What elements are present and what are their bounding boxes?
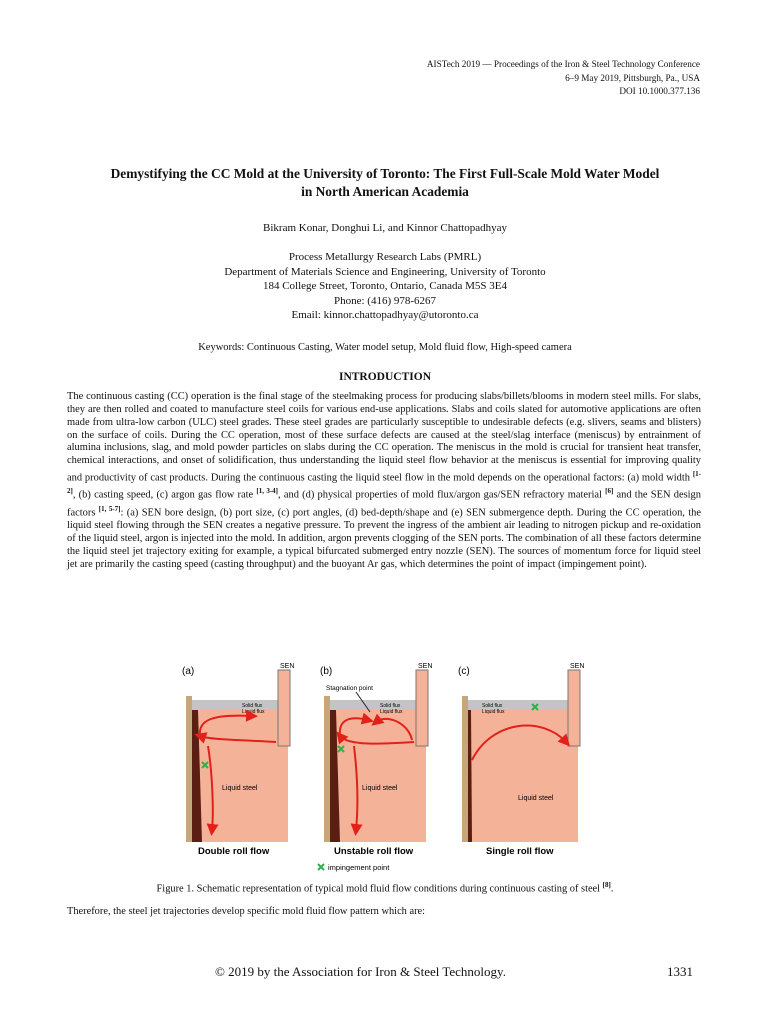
citation: [1, 5-7] (98, 504, 121, 513)
panel-c (458, 663, 584, 857)
liquid-steel-region (468, 700, 578, 842)
liquid-flux-label: Liquid flux (242, 709, 265, 715)
panel-tag: (b) (320, 666, 333, 677)
flux-layer (192, 700, 288, 710)
conference-line-1: AISTech 2019 — Proceedings of the Iron & Steel Technology Conference (426, 59, 700, 69)
panel-caption: Single roll flow (486, 846, 554, 857)
liquid-flux-label: Liquid flux (380, 709, 403, 715)
intro-paragraph (67, 391, 701, 571)
panel-tag: (a) (182, 666, 195, 677)
continuation-text: Therefore, the steel jet trajectories develop specific mold fluid flow pattern which are: (67, 906, 426, 917)
affiliation-address: 184 College Street, Toronto, Ontario, Canada M5S 3E4 (262, 280, 508, 293)
panel-b (320, 663, 432, 857)
authors: Bikram Konar, Donghui Li, and Kinnor Chattopadhyay (263, 222, 507, 234)
sen-label: SEN (418, 663, 433, 670)
panel-a (182, 663, 294, 857)
legend-label: impingement point (328, 863, 390, 872)
sen-label: SEN (280, 663, 295, 670)
section-heading: INTRODUCTION (338, 371, 431, 383)
intro-text-3: , and (d) physical properties of mold flux/argon gas/SEN refractory material (278, 489, 606, 501)
stagnation-label: Stagnation point (326, 685, 373, 692)
panel-tag: (c) (458, 666, 470, 677)
liquid-steel-label: Liquid steel (362, 785, 398, 792)
affiliation (60, 250, 710, 323)
paper-title (60, 165, 710, 201)
copyright: © 2019 by the Association for Iron & Steel Technology. (215, 964, 506, 979)
figure-caption (60, 881, 710, 894)
affiliation-lab: Process Metallurgy Research Labs (PMRL) (288, 251, 482, 263)
intro-text-1: The continuous casting (CC) operation is the final stage of the steelmaking process for producing slabs/billets/blooms in modern steel mills. For slabs, they are then rolled and coated to manufacture steel coils for various end-use applications. Slabs and coils slated for automotive applications are often made from ultra-low carbon (ULC) steel grades. These steel grades are particularly susceptible to undesirable defects (e.g. slivers, seams and blisters) on the surface of coils. During the CC operation, most of these surface defects are caused at the steel/slag interface (meniscus) by entrainment of alumina inclusions, slag, and mold powder particles on slabs during the CC operation. The meniscus in the mold is crucial for transient heat transfer, chemical interactions, and onset of solidification, thus understanding the liquid steel flow behavior at the meniscus is essential for improving quality and productivity of cast products. During the continuous casting the liquid steel flow in the mold depends on the operational factors: (a) mold width (67, 391, 701, 484)
panel-caption: Double roll flow (198, 846, 270, 857)
liquid-steel-label: Liquid steel (222, 785, 258, 792)
liquid-steel-label: Liquid steel (518, 795, 554, 802)
caption-end: . (610, 883, 614, 895)
impingement-marker (318, 864, 324, 870)
mold-flow-diagram (172, 660, 602, 880)
citation: [6] (605, 487, 614, 496)
citation: [8] (602, 881, 611, 889)
figure-1 (172, 660, 602, 880)
intro-text-5: : (a) SEN bore design, (b) port size, (c) port angles, (d) bed-depth/shape and (e) SEN submergence depth. During the CC operation, the liquid steel flowing through the SEN creates a negative pressure. To prevent the ingress of the ambient air leading to nitrogen pickup and re-oxidation of the liquid steel, argon is injected into the mold. In addition, argon prevents clogging of the SEN ports. The combination of all these factors determine the liquid steel jet trajectory exiting for example, a typical bifurcated submerged entry nozzle (SEN). The sources of momentum force for liquid steel jet are primarily the casting speed (casting throughput) and the buoyant Ar gas, which determines the point of impact (impingement point). (67, 507, 702, 570)
sen-label: SEN (570, 663, 585, 670)
citation: [1-2] (67, 470, 701, 496)
doi: DOI 10.1000.377.136 (619, 86, 700, 96)
sen-nozzle (416, 670, 428, 746)
conference-line-2: 6–9 May 2019, Pittsburgh, Pa., USA (565, 72, 700, 83)
solid-flux-label: Solid flux (482, 703, 503, 709)
intro-text-2: , (b) casting speed, (c) argon gas flow rate (72, 489, 257, 501)
flux-layer (330, 700, 426, 710)
affiliation-phone: Phone: (416) 978-6267 (333, 294, 437, 307)
page-number: 1331 (667, 964, 693, 979)
liquid-flux-label: Liquid flux (482, 709, 505, 715)
sen-nozzle (278, 670, 290, 746)
panel-caption: Unstable roll flow (334, 846, 414, 857)
conference-header (427, 58, 700, 99)
affiliation-email: Email: kinnor.chattopadhyay@utoronto.ca (291, 309, 479, 322)
title-line-2: in North American Academia (301, 184, 469, 199)
legend (318, 863, 390, 872)
caption-text: Figure 1. Schematic representation of typical mold fluid flow conditions during continuous casting of steel (156, 883, 603, 895)
sen-nozzle (568, 670, 580, 746)
solid-flux-label: Solid flux (380, 703, 401, 709)
citation: [1, 3-4] (256, 487, 279, 496)
intro-text-4: and the SEN design factors (67, 489, 701, 519)
title-line-1: Demystifying the CC Mold at the University of Toronto: The First Full-Scale Mold Water Model (110, 166, 660, 181)
affiliation-dept: Department of Materials Science and Engineering, University of Toronto (224, 265, 546, 278)
solid-flux-label: Solid flux (242, 703, 263, 709)
keywords: Keywords: Continuous Casting, Water model setup, Mold fluid flow, High-speed camera (198, 342, 572, 353)
